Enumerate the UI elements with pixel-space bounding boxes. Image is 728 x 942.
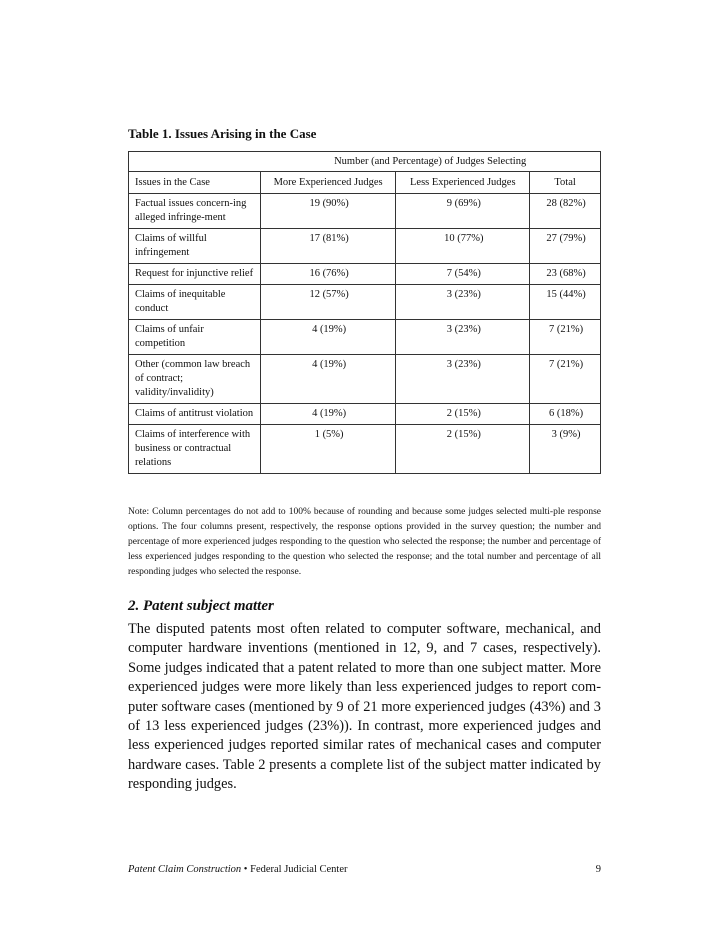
more-experienced-cell: 1 (5%)	[260, 425, 396, 474]
page-footer	[128, 864, 601, 875]
total-cell: 7 (21%)	[530, 355, 601, 404]
table-row	[129, 320, 601, 355]
footer-journal-title: Patent Claim Construction	[128, 864, 242, 875]
less-experienced-cell: 9 (69%)	[396, 194, 530, 229]
more-experienced-cell: 16 (76%)	[260, 264, 396, 285]
column-header-less-experienced: Less Experienced Judges	[396, 172, 530, 194]
less-experienced-cell: 7 (54%)	[396, 264, 530, 285]
table-row	[129, 355, 601, 404]
table-row	[129, 285, 601, 320]
table-body	[129, 194, 601, 474]
issues-table	[128, 151, 601, 474]
column-header-more-experienced: More Experienced Judges	[260, 172, 396, 194]
table-row	[129, 425, 601, 474]
table-header-row	[129, 172, 601, 194]
more-experienced-cell: 19 (90%)	[260, 194, 396, 229]
less-experienced-cell: 10 (77%)	[396, 229, 530, 264]
less-experienced-cell: 2 (15%)	[396, 404, 530, 425]
issue-cell: Claims of inequitable conduct	[129, 285, 261, 320]
more-experienced-cell: 4 (19%)	[260, 355, 396, 404]
more-experienced-cell: 17 (81%)	[260, 229, 396, 264]
table-note: Note: Column percentages do not add to 100% because of rounding and because some judges selected multi-ple response options. The four columns present, respectively, the response options provided in the survey question; the number and percentage of more experienced judges responding to the question who selected the response; the number and percentage of less experienced judges responding to the question who selected the response; and the total number and percentage of all responding judges who selected the response.	[128, 507, 601, 577]
less-experienced-cell: 3 (23%)	[396, 285, 530, 320]
total-cell: 6 (18%)	[530, 404, 601, 425]
column-header-issues: Issues in the Case	[129, 172, 261, 194]
total-cell: 7 (21%)	[530, 320, 601, 355]
issue-cell: Claims of willful infringement	[129, 229, 261, 264]
issue-cell: Claims of unfair competition	[129, 320, 261, 355]
page-number: 9	[595, 864, 601, 875]
total-cell: 3 (9%)	[530, 425, 601, 474]
more-experienced-cell: 4 (19%)	[260, 320, 396, 355]
table-row	[129, 404, 601, 425]
table-row	[129, 194, 601, 229]
issue-cell: Claims of interference with business or contractual relations	[129, 425, 261, 474]
section-heading: 2. Patent subject matter	[128, 598, 274, 614]
table-group-spacer	[129, 152, 261, 172]
issue-cell: Request for injunctive relief	[129, 264, 261, 285]
issue-cell: Other (common law breach of contract; validity/invalidity)	[129, 355, 261, 404]
table-group-header: Number (and Percentage) of Judges Selecting	[260, 152, 600, 172]
total-cell: 23 (68%)	[530, 264, 601, 285]
issue-cell: Claims of antitrust violation	[129, 404, 261, 425]
less-experienced-cell: 3 (23%)	[396, 355, 530, 404]
column-header-total: Total	[530, 172, 601, 194]
less-experienced-cell: 2 (15%)	[396, 425, 530, 474]
table-group-header-row	[129, 152, 601, 172]
issue-cell: Factual issues concern-ing alleged infringe-ment	[129, 194, 261, 229]
total-cell: 28 (82%)	[530, 194, 601, 229]
table-row	[129, 264, 601, 285]
total-cell: 27 (79%)	[530, 229, 601, 264]
footer-publisher: Federal Judicial Center	[250, 864, 348, 875]
total-cell: 15 (44%)	[530, 285, 601, 320]
more-experienced-cell: 12 (57%)	[260, 285, 396, 320]
less-experienced-cell: 3 (23%)	[396, 320, 530, 355]
more-experienced-cell: 4 (19%)	[260, 404, 396, 425]
table-title: Table 1. Issues Arising in the Case	[128, 126, 317, 141]
section-body: The disputed patents most often related to computer software, mechanical, and computer hardware inventions (mentioned in 12, 9, and 7 cases, respectively). Some judges indicated that a patent related to more than one subject matter. More experienced judges were more likely than less experienced judges to report com-puter software cases (mentioned by 9 of 21 more experienced judges (43%) and 3 of 13 less experienced judges (23%)). In contrast, more experienced judges and less experienced judges reported similar rates of mechanical cases and computer hardware cases. Table 2 presents a complete list of the subject matter indicated by responding judges.	[128, 621, 601, 793]
footer-separator: •	[243, 864, 248, 875]
table-row	[129, 229, 601, 264]
